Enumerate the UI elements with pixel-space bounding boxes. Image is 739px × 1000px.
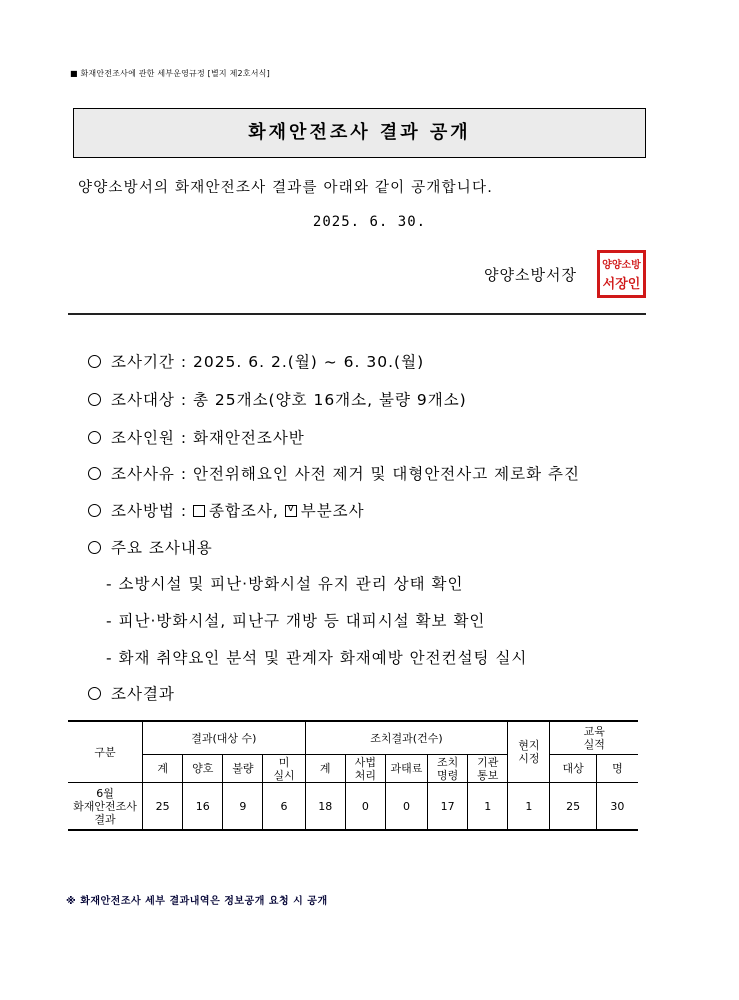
th-total: 계 [143,755,183,783]
page-title: 화재안전조사 결과 공개 [73,108,646,158]
item-target: 조사대상 : 총 25개소(양호 16개소, 불량 9개소) [88,388,467,410]
content-line-2: - 피난·방화시설, 피난구 개방 등 대피시설 확보 확인 [106,612,486,630]
item-content: 주요 조사내용 [88,536,213,558]
signer-name: 양양소방서장 [484,266,577,284]
item-staff: 조사인원 : 화재안전조사반 [88,426,305,448]
th-notify: 기관 통보 [468,755,508,783]
circle-bullet-icon [88,467,101,480]
cell-judicial: 0 [345,783,385,831]
th-category: 구분 [68,721,143,783]
th-judicial: 사법 처리 [345,755,385,783]
circle-bullet-icon [88,393,101,406]
seal-text-line1: 양양소방 [602,260,641,271]
item-method: 조사방법 : 종합조사, v 부분조사 [88,499,365,521]
th-edu-group: 교육 실적 [550,721,638,755]
cell-bad: 9 [223,783,263,831]
th-onsite: 현지 시정 [508,721,550,783]
item-period: 조사기간 : 2025. 6. 2.(월) ~ 6. 30.(월) [88,350,424,372]
item-reason: 조사사유 : 안전위해요인 사전 제거 및 대형안전사고 제로화 추진 [88,462,580,484]
cell-onsite: 1 [508,783,550,831]
cell-edu-people: 30 [596,783,638,831]
seal-text-line2: 서장인 [602,277,641,292]
cell-not-done: 6 [263,783,305,831]
circle-bullet-icon [88,541,101,554]
cell-order: 17 [428,783,468,831]
th-not-done: 미 실시 [263,755,305,783]
cell-fine: 0 [385,783,427,831]
results-table [68,720,638,831]
th-action-group: 조치결과(건수) [305,721,508,755]
item-result: 조사결과 [88,682,175,704]
table-row [68,783,638,831]
checkbox-partial-checked [285,505,297,517]
content-line-3: - 화재 취약요인 분석 및 관계자 화재예방 안전컨설팅 실시 [106,649,528,667]
form-reference: ■ 화재안전조사에 관한 세부운영규정 [별지 제2호서식] [70,69,270,78]
th-result-group: 결과(대상 수) [143,721,306,755]
cell-good: 16 [183,783,223,831]
th-bad: 불량 [223,755,263,783]
th-action-total: 계 [305,755,345,783]
circle-bullet-icon [88,355,101,368]
circle-bullet-icon [88,431,101,444]
circle-bullet-icon [88,504,101,517]
content-line-1: - 소방시설 및 피난·방화시설 유지 관리 상태 확인 [106,575,464,593]
cell-action-total: 18 [305,783,345,831]
row-label: 6월 화재안전조사 결과 [68,783,143,831]
cell-notify: 1 [468,783,508,831]
cell-total: 25 [143,783,183,831]
cell-edu-target: 25 [550,783,596,831]
th-edu-target: 대상 [550,755,596,783]
official-seal [597,250,646,298]
intro-text: 양양소방서의 화재안전조사 결과를 아래와 같이 공개합니다. [78,180,494,196]
footnote: ※ 화재안전조사 세부 결과내역은 정보공개 요청 시 공개 [66,896,328,907]
divider [68,313,646,315]
th-edu-people: 명 [596,755,638,783]
circle-bullet-icon [88,687,101,700]
checkbox-comprehensive [193,505,205,517]
th-order: 조치 명령 [428,755,468,783]
document-date: 2025. 6. 30. [312,214,427,230]
th-good: 양호 [183,755,223,783]
th-fine: 과태료 [385,755,427,783]
